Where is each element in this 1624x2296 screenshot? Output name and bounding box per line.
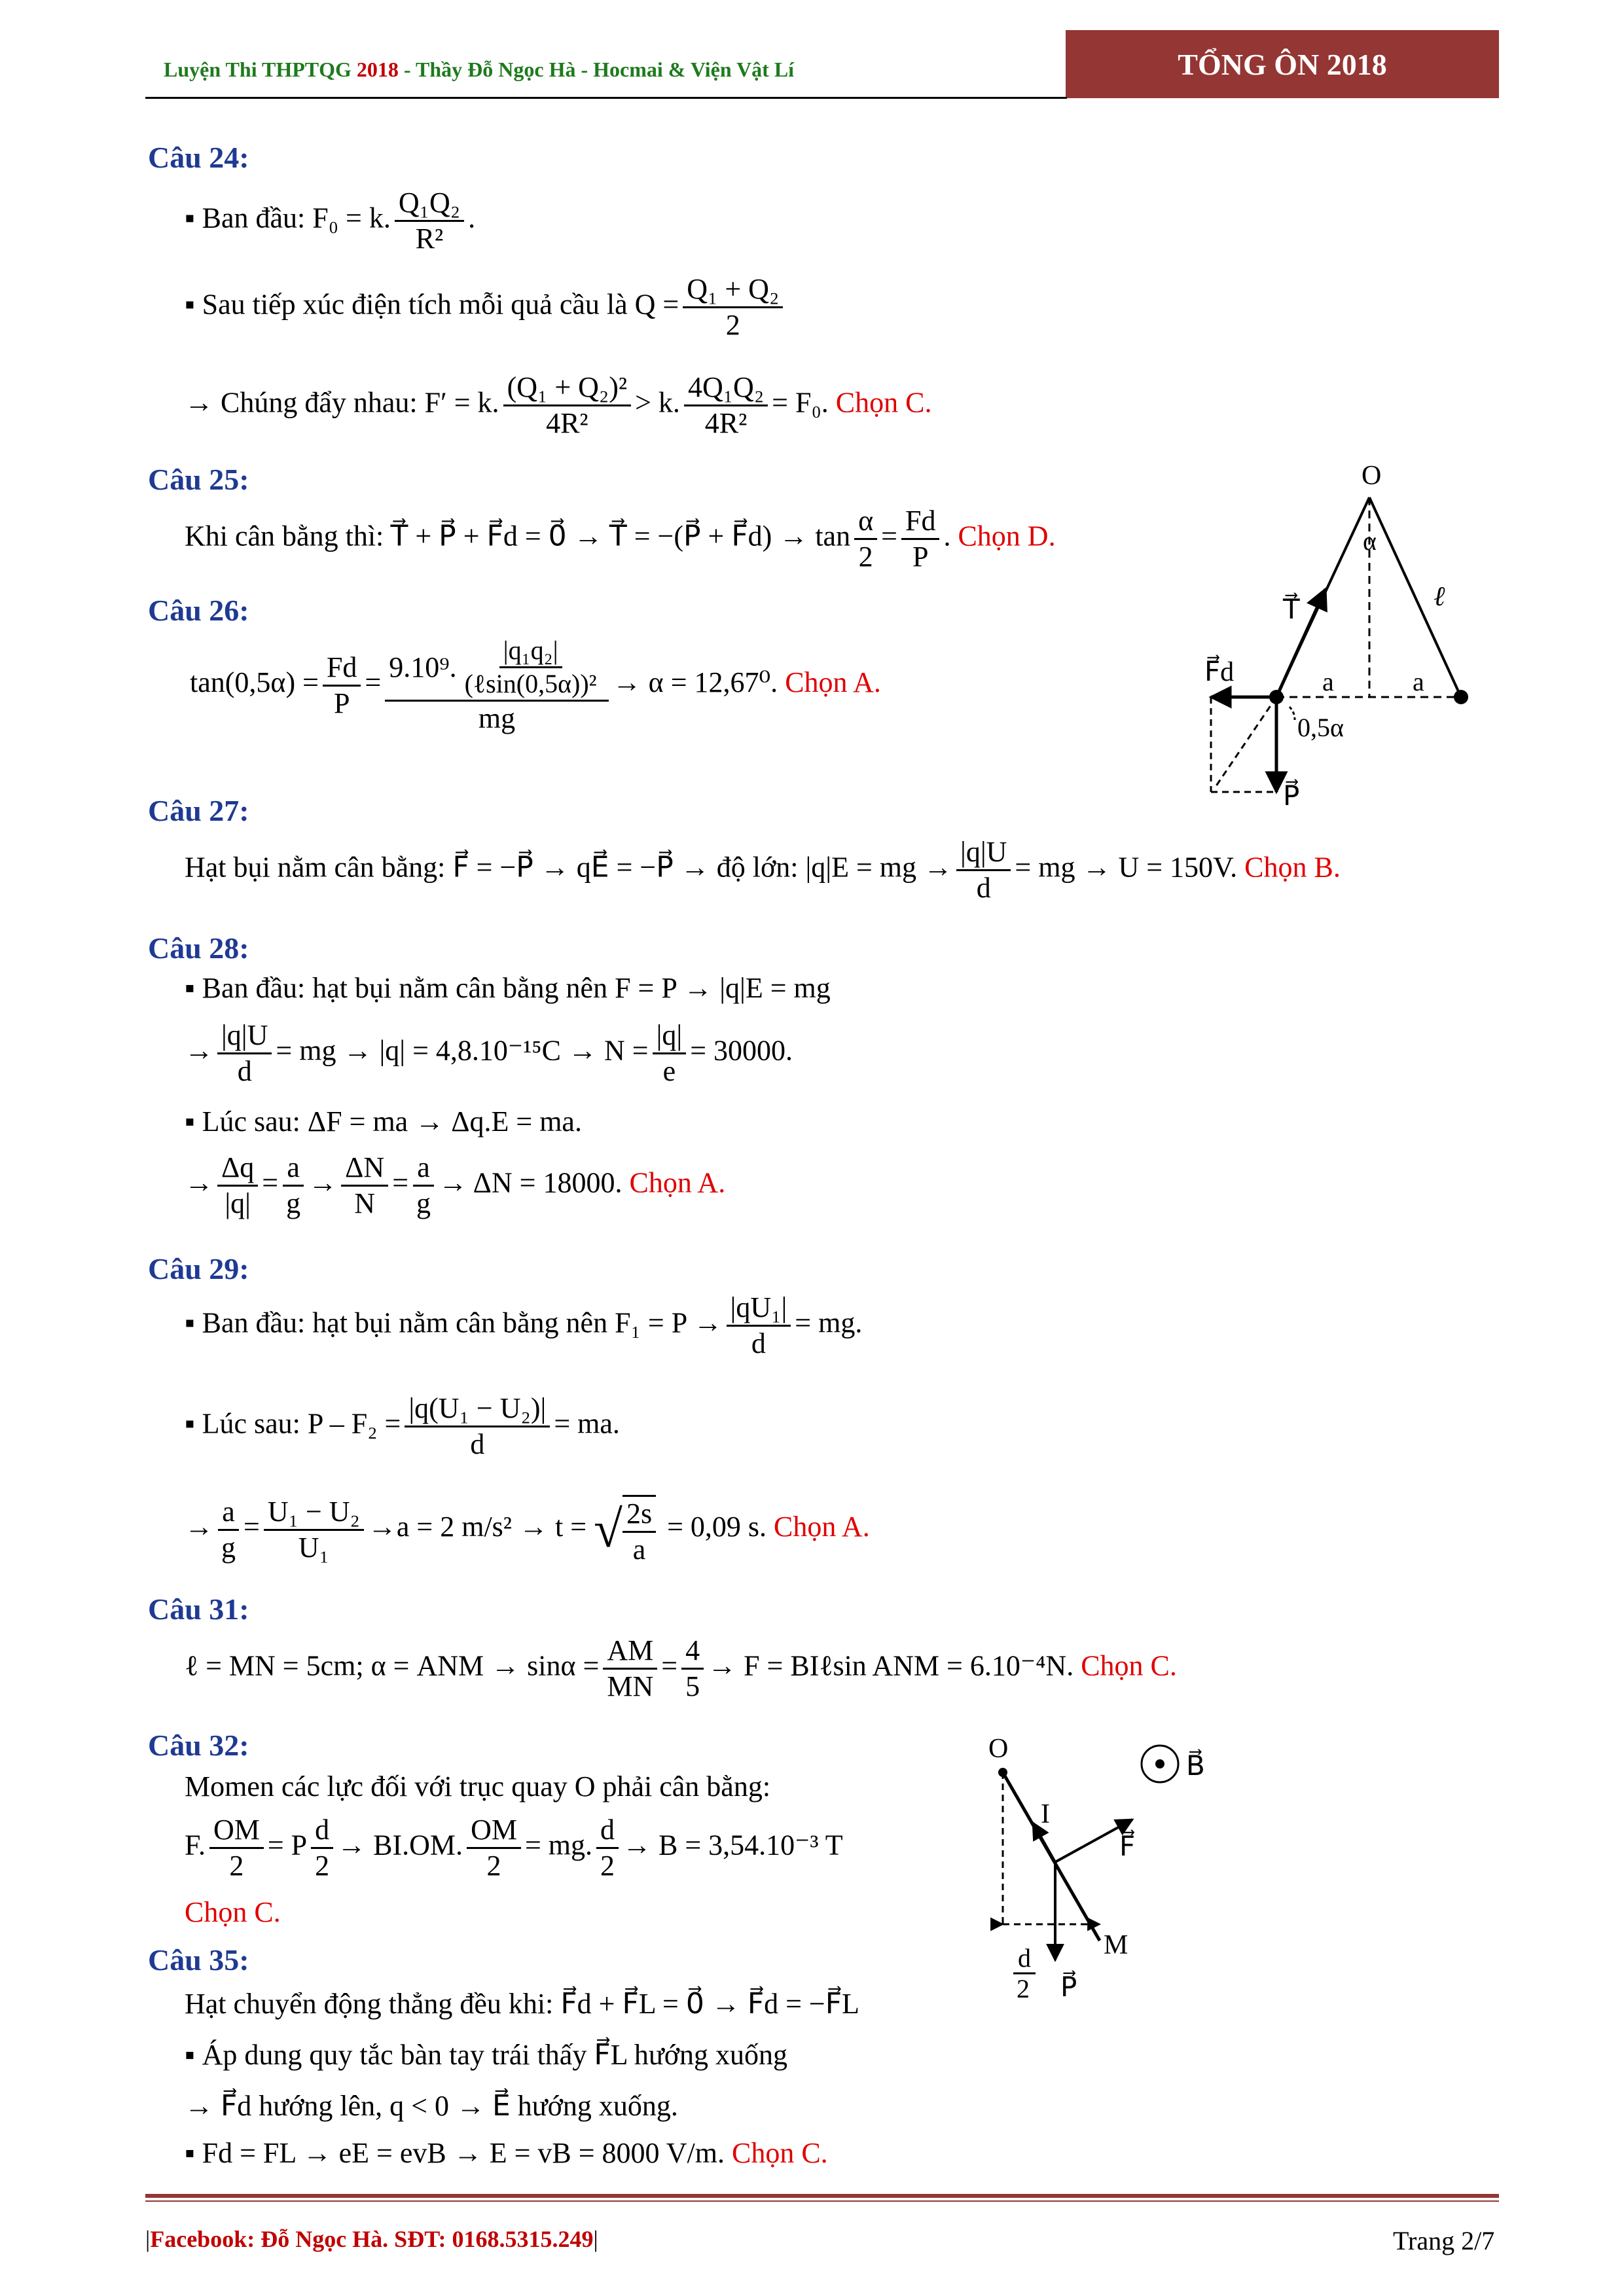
fig1-label-O: O (1362, 461, 1382, 491)
fig2-label-P: P⃗ (1060, 1973, 1077, 2003)
fig1-angle-arc (1290, 707, 1295, 720)
fig1-label-T: T⃗ (1283, 595, 1300, 625)
q28-line1: ▪ Ban đầu: hạt bụi nằm cân bằng nên F = P → |q|E = mg (185, 972, 831, 1004)
fig1-resultant-dashed (1214, 697, 1276, 789)
q28-title: Câu 28: (148, 931, 249, 965)
q26-line1: tan(0,5α) = $\frac{Fd}{P}$ = 9.10⁹. $\frac{\text{|q₁q₂|}}{\text{(ℓsin(0,5α))²}}$ mg → α = 12,67⁰. Chọn A. (190, 636, 881, 734)
q31-title: Câu 31: (148, 1592, 249, 1626)
q24-l1-eq: F₀ = k. (312, 202, 391, 234)
q29-line3: → $\frac{a}{g}$ = $\frac{\text{U₁ − U₂}}{\text{U₁}}$ →a = 2 m/s² → t = √ $\frac{2s}{a}$ = 0,09 s. Chọn A. (185, 1495, 870, 1566)
fig2-label-d-den: 2 (1017, 1974, 1030, 2003)
q26-title: Câu 26: (148, 594, 249, 627)
q32-line2: F. $\frac{OM}{2}$ = P $\frac{d}{2}$ → BI.OM. $\frac{OM}{2}$ = mg. $\frac{d}{2}$ → B = 3,54.10⁻³ T (185, 1814, 843, 1882)
q25-choice: Chọn D. (958, 520, 1056, 552)
fig2-label-F: F⃗ (1119, 1832, 1136, 1862)
q31-line1: ℓ = MN = 5cm; α = ANM → sinα = $\frac{AM}{MN}$ = $\frac{4}{5}$ → F = BIℓsin ANM = 6.10⁻⁴N. Chọn C. (185, 1634, 1177, 1702)
q35-line1: Hạt chuyển động thẳng đều khi: F⃗d + F⃗L = 0⃗ → F⃗d = −F⃗L (185, 1988, 859, 2020)
fig2-label-M: M (1104, 1930, 1128, 1960)
header-divider (145, 97, 1067, 99)
q28-line2: → $\frac{|q|U}{d}$ = mg → |q| = 4,8.10⁻¹⁵C → N = $\frac{|q|}{e}$ = 30000. (185, 1019, 793, 1087)
q35-line2: ▪ Áp dung quy tắc bàn tay trái thấy F⃗L hướng xuống (185, 2039, 787, 2071)
footer-rule-thin (145, 2200, 1499, 2202)
q25-line1: Khi cân bằng thì: T⃗ + P⃗ + F⃗d = 0⃗ → T⃗ = −(P⃗ + F⃗d) → tan $\frac{\alpha}{2}$ = $\frac{Fd}{P}$ . Chọn D. (185, 505, 1056, 573)
q24-frac1: $\frac{\text{Q₁Q₂}}{\text{R²}}$ (395, 188, 464, 253)
fig1-label-alpha: α (1363, 526, 1377, 556)
fig2-label-d-num: d (1018, 1943, 1031, 1973)
header-text-b: - Thầy Đỗ Ngọc Hà - Hocmai & Viện Vật Lí (398, 58, 795, 81)
q32-title: Câu 32: (148, 1729, 249, 1762)
q24-line2: ▪ Sau tiếp xúc điện tích mỗi quả cầu là Q = $\frac{\text{Q₁ + Q₂}}{2}$ (185, 275, 787, 340)
page-number: Trang 2/7 (1393, 2226, 1495, 2255)
q29-title: Câu 29: (148, 1252, 249, 1285)
fig2-label-I: I (1041, 1799, 1050, 1829)
q25-title: Câu 25: (148, 463, 249, 496)
q28-line4: → $\frac{\Delta q}{|q|}$ = $\frac{a}{g}$ → $\frac{\Delta N}{N}$ = $\frac{a}{g}$ → ΔN = 18000. Chọn A. (185, 1151, 726, 1219)
q31-choice: Chọn C. (1081, 1649, 1177, 1682)
q24-title: Câu 24: (148, 141, 249, 174)
q35-line3: → F⃗d hướng lên, q < 0 → E⃗ hướng xuống. (185, 2090, 678, 2122)
q26-choice: Chọn A. (785, 666, 881, 699)
q32-line1: Momen các lực đối với trục quay O phải cân bằng: (185, 1770, 771, 1803)
q27-line1: Hạt bụi nằm cân bằng: F⃗ = −P⃗ → qE⃗ = −P⃗ → độ lớn: |q|E = mg → $\frac{|q|U}{d}$ = mg → U = 150V. Chọn B. (185, 836, 1341, 904)
header-text-a: Luyện Thi THPTQG (164, 58, 357, 81)
q24-l2-pre: ▪ Sau tiếp xúc điện tích mỗi quả cầu là (185, 288, 628, 321)
q24-l1-pre: ▪ Ban đầu: (185, 202, 306, 234)
fig2-field-dot (1155, 1759, 1164, 1768)
q35-choice: Chọn C. (731, 2137, 828, 2169)
q29-line2: ▪ Lúc sau: P – F₂ = $\frac{\text{|q(U₁ − U₂)|}}{d}$ = ma. (185, 1392, 620, 1460)
fig1-label-ell: ℓ (1434, 582, 1445, 612)
fig2-label-B: B⃗ (1186, 1751, 1205, 1782)
q24-choice: Chọn C. (835, 386, 932, 419)
fig2-label-O: O (988, 1734, 1009, 1764)
footer-contact: |Facebook: Đỗ Ngọc Hà. SĐT: 0168.5315.249| (145, 2226, 598, 2252)
q24-line1: ▪ Ban đầu: F₀ = k. $\frac{\text{Q₁Q₂}}{\text{R²}}$ . (185, 187, 476, 255)
footer-contact-text: Facebook: Đỗ Ngọc Hà. SĐT: 0168.5315.249 (150, 2226, 594, 2252)
q24-frac2: $\frac{\text{Q₁ + Q₂}}{2}$ (683, 275, 783, 340)
header-year: 2018 (356, 58, 399, 81)
q29-line1: ▪ Ban đầu: hạt bụi nằm cân bằng nên F₁ = P → $\frac{\text{|qU₁|}}{d}$ = mg. (185, 1291, 863, 1359)
q28-line3: ▪ Lúc sau: ΔF = ma → Δq.E = ma. (185, 1105, 582, 1138)
fig1-label-Fd: F⃗d (1204, 657, 1235, 687)
pendulum-figure (1191, 458, 1506, 812)
fig1-label-P: P⃗ (1283, 781, 1300, 812)
fig1-label-a2: a (1413, 667, 1424, 696)
q35-title: Câu 35: (148, 1943, 249, 1977)
q29-sqrt: √ $\frac{2s}{a}$ (594, 1495, 660, 1564)
fig1-ball-right (1454, 690, 1468, 704)
fig1-label-a1: a (1322, 667, 1334, 696)
rod-figure (975, 1728, 1250, 2003)
q32-choice: Chọn C. (185, 1896, 281, 1928)
header-left (164, 58, 794, 82)
fig1-label-half-alpha: 0,5α (1297, 713, 1344, 742)
q35-line4: ▪ Fd = FL → eE = evB → E = vB = 8000 V/m. Chọn C. (185, 2137, 828, 2169)
header-badge: TỔNG ÔN 2018 (1066, 30, 1499, 98)
q24-line3: → Chúng đẩy nhau: F′ = k. $\frac{\text{(Q₁ + Q₂)²}}{\text{4R²}}$ > k. $\frac{\text{4Q₁Q₂}}{\text{4R²}}$ = F₀. Chọn C. (185, 371, 932, 439)
q27-choice: Chọn B. (1244, 851, 1341, 884)
footer-rule-thick (145, 2194, 1499, 2198)
q28-choice: Chọn A. (629, 1166, 726, 1199)
q29-choice: Chọn A. (774, 1511, 870, 1543)
q27-title: Câu 27: (148, 794, 249, 827)
